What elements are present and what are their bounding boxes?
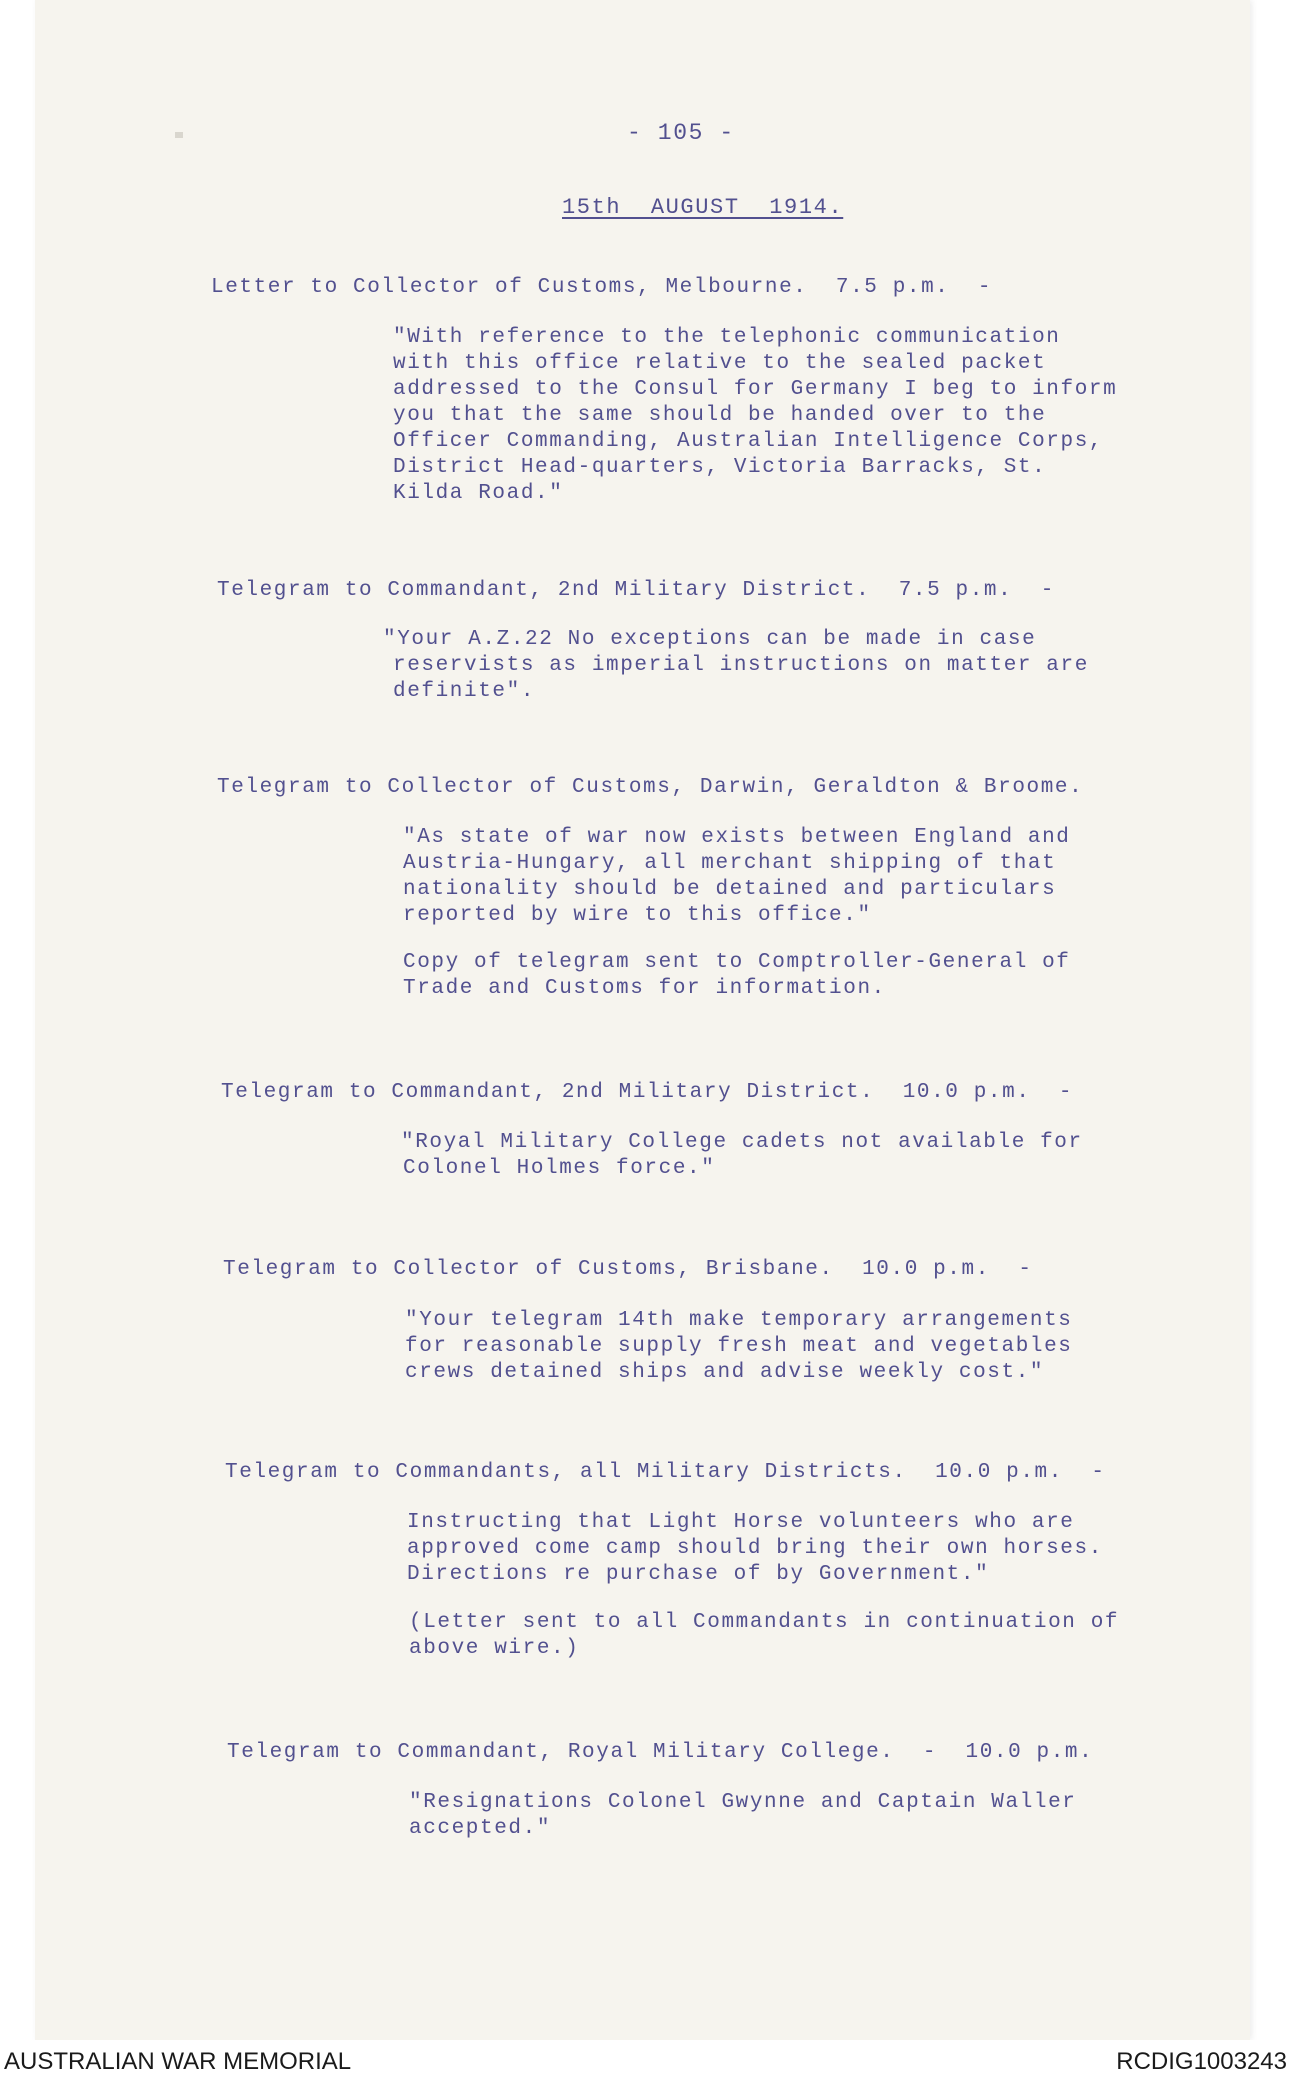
- entry-note-line: (Letter sent to all Commandants in continuation of: [409, 1611, 1120, 1634]
- entry-heading: Letter to Collector of Customs, Melbourne. 7.5 p.m. -: [211, 276, 993, 299]
- entry-body-line: District Head-quarters, Victoria Barracks, St.: [393, 456, 1047, 479]
- page-number: - 105 -: [627, 120, 735, 146]
- entry-heading: Telegram to Collector of Customs, Darwin, Geraldton & Broome.: [217, 776, 1084, 799]
- entry-body-line: addressed to the Consul for Germany I beg to inform: [393, 378, 1118, 401]
- entry-body-line: approved come camp should bring their own horses.: [407, 1537, 1103, 1560]
- footer-institution: AUSTRALIAN WAR MEMORIAL: [4, 2048, 352, 2075]
- entry-heading: Telegram to Commandants, all Military Districts. 10.0 p.m. -: [225, 1461, 1106, 1484]
- footer-reference-id: RCDIG1003243: [1116, 2048, 1287, 2075]
- entry-body-line: Directions re purchase of by Government.": [407, 1563, 990, 1586]
- entry-body-line: Officer Commanding, Australian Intelligence Corps,: [393, 430, 1104, 453]
- document-page: [35, 0, 1250, 2040]
- entry-note-line: Trade and Customs for information.: [403, 977, 886, 1000]
- entry-body-line: you that the same should be handed over to the: [393, 404, 1047, 427]
- entry-body-line: Instructing that Light Horse volunteers who are: [407, 1511, 1075, 1534]
- entry-body-line: "Royal Military College cadets not available for: [401, 1131, 1083, 1154]
- entry-body-line: Colonel Holmes force.": [403, 1157, 716, 1180]
- entry-body-line: "Your A.Z.22 No exceptions can be made in case: [383, 628, 1037, 651]
- entry-body-line: "With reference to the telephonic communication: [393, 326, 1061, 349]
- entry-body-line: crews detained ships and advise weekly cost.": [405, 1361, 1045, 1384]
- entry-body-line: reservists as imperial instructions on matter are: [393, 654, 1089, 677]
- entry-heading: Telegram to Commandant, Royal Military College. - 10.0 p.m.: [227, 1741, 1094, 1764]
- entry-heading: Telegram to Collector of Customs, Brisbane. 10.0 p.m. -: [223, 1258, 1033, 1281]
- entry-body-line: for reasonable supply fresh meat and vegetables: [405, 1335, 1073, 1358]
- entry-body-line: "Resignations Colonel Gwynne and Captain Waller: [409, 1791, 1077, 1814]
- entry-body-line: reported by wire to this office.": [403, 904, 872, 927]
- entry-heading: Telegram to Commandant, 2nd Military District. 10.0 p.m. -: [221, 1081, 1074, 1104]
- entry-note-line: above wire.): [409, 1637, 580, 1660]
- punch-mark: [175, 132, 183, 138]
- date-heading: 15th AUGUST 1914.: [562, 195, 844, 220]
- entry-note-line: Copy of telegram sent to Comptroller-General of: [403, 951, 1071, 974]
- entry-body-line: "Your telegram 14th make temporary arrangements: [405, 1309, 1073, 1332]
- entry-body-line: "As state of war now exists between England and: [403, 826, 1071, 849]
- entry-body-line: accepted.": [409, 1817, 552, 1840]
- footer-bar: [0, 2040, 1293, 2082]
- entry-body-line: Austria-Hungary, all merchant shipping of that: [403, 852, 1057, 875]
- entry-body-line: Kilda Road.": [393, 482, 564, 505]
- entry-body-line: with this office relative to the sealed packet: [393, 352, 1047, 375]
- entry-heading: Telegram to Commandant, 2nd Military District. 7.5 p.m. -: [217, 579, 1055, 602]
- entry-body-line: definite".: [393, 680, 536, 703]
- entry-body-line: nationality should be detained and particulars: [403, 878, 1057, 901]
